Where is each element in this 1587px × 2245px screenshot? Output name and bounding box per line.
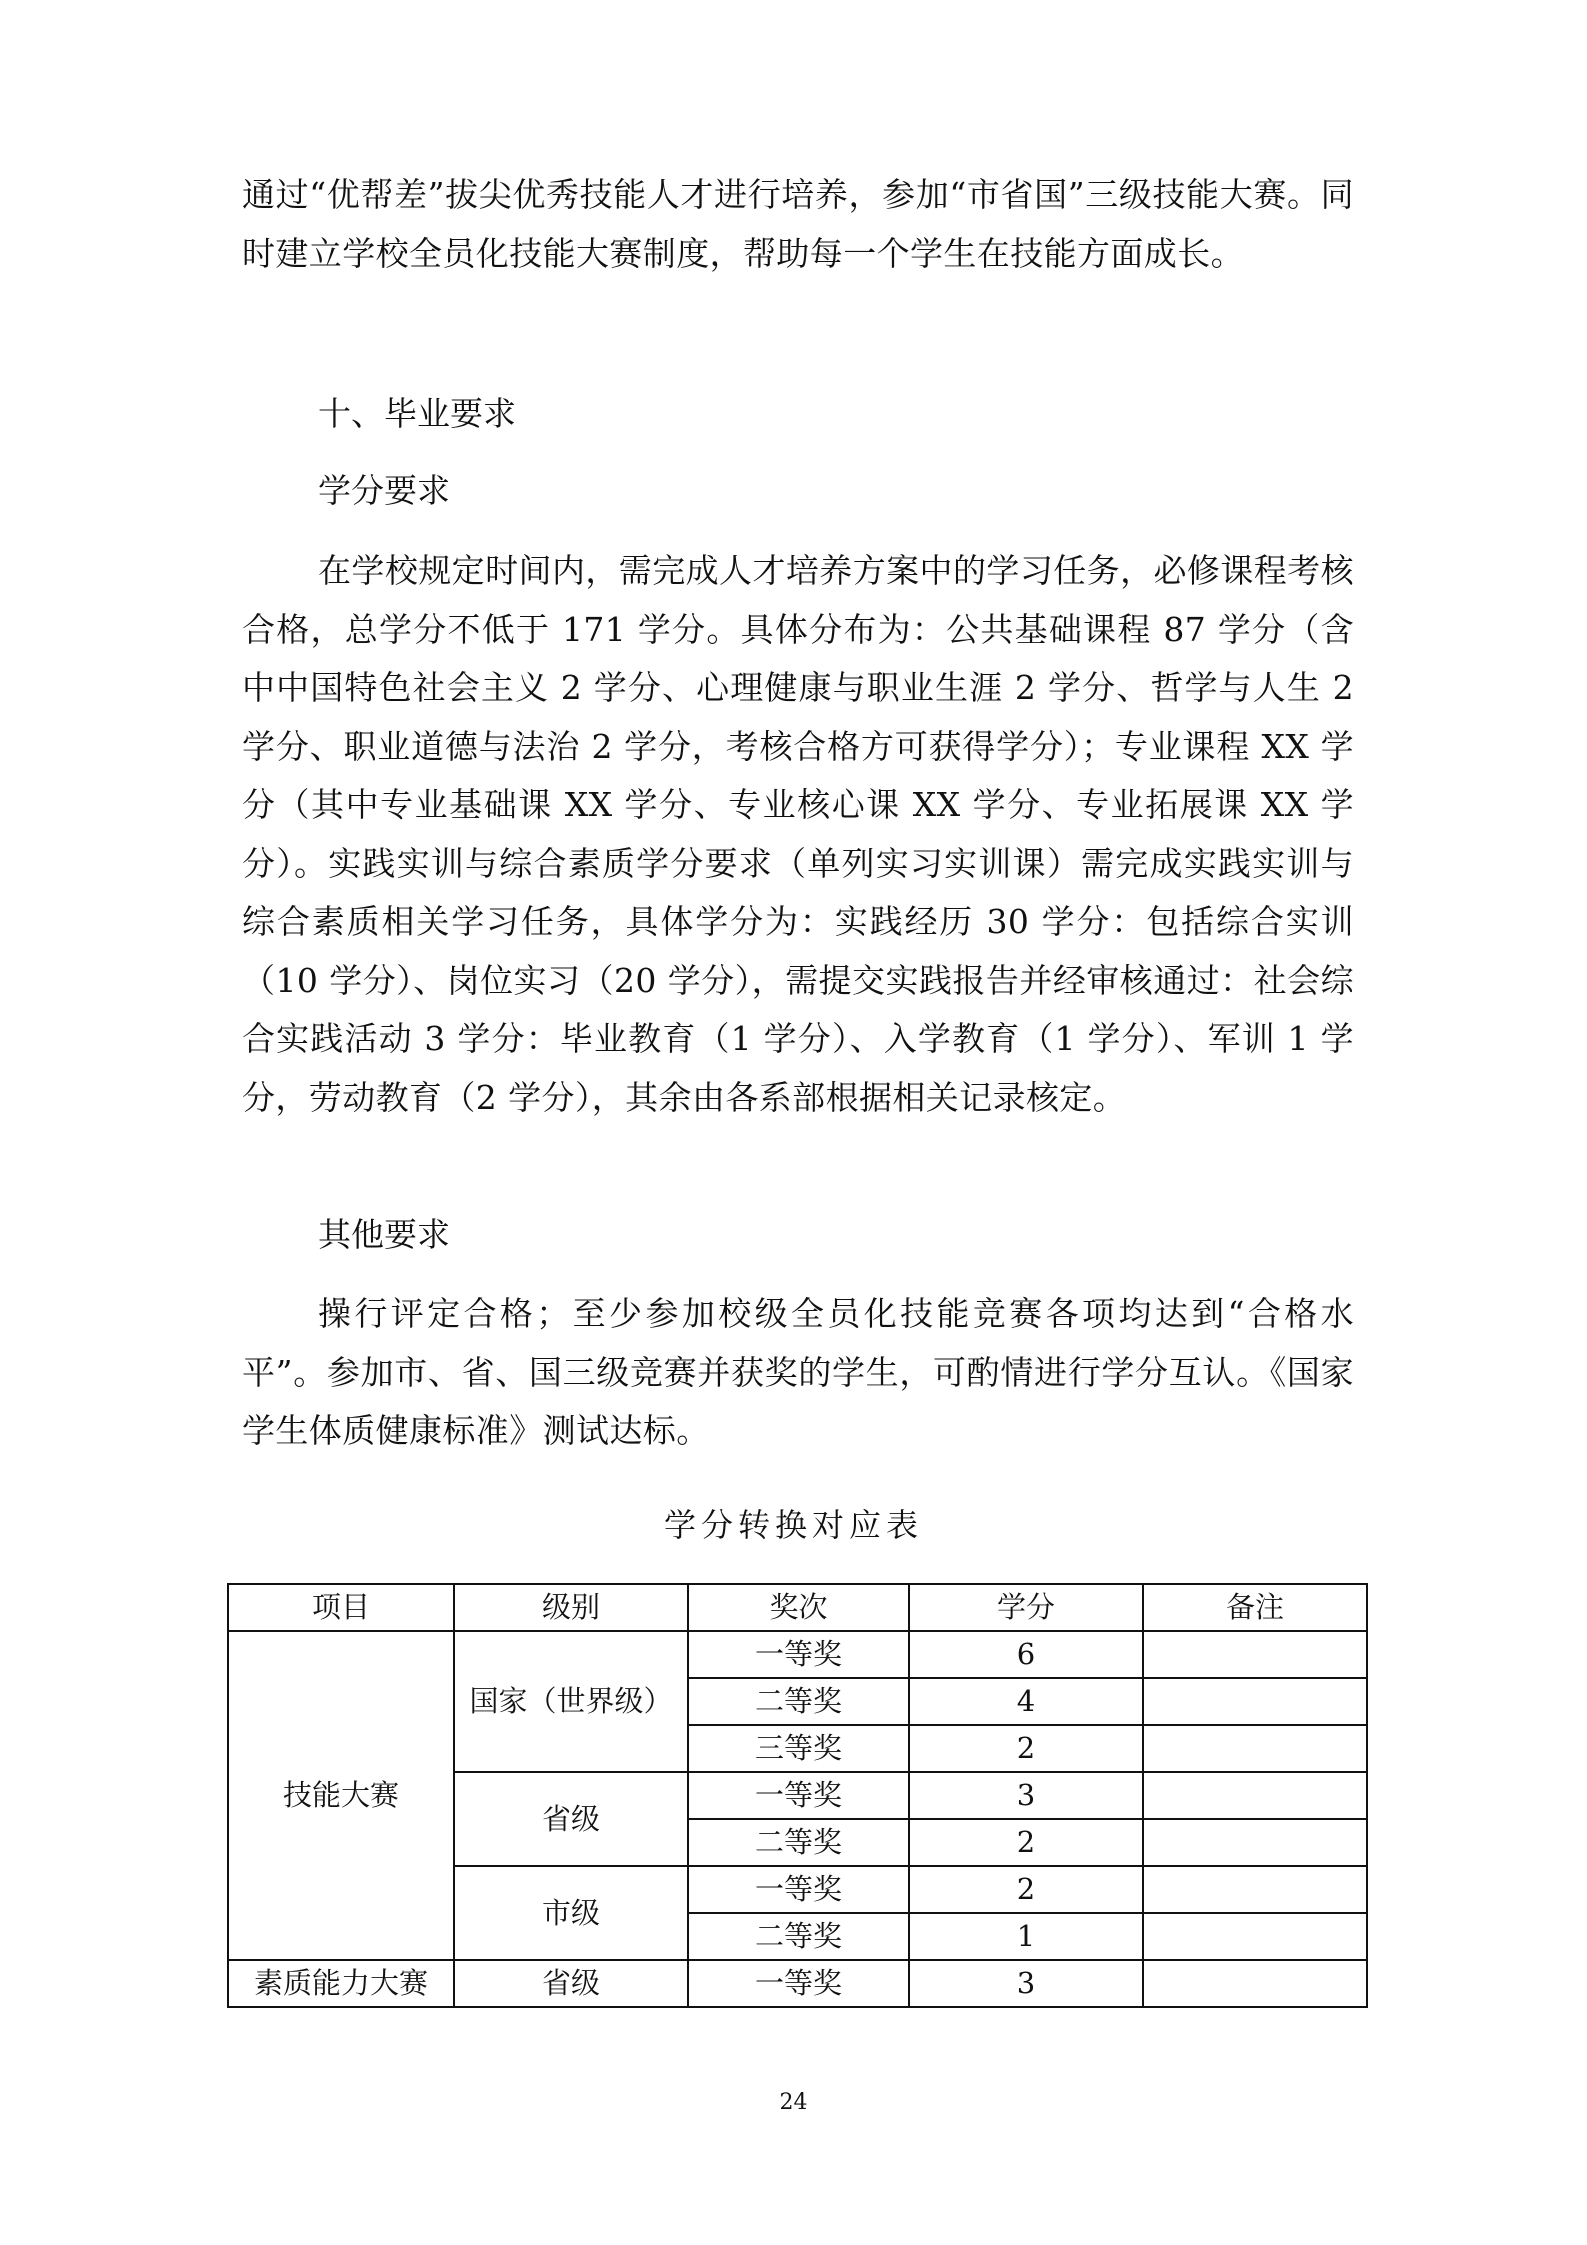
credit-cell: 3: [909, 1772, 1143, 1819]
level-cell: 国家（世界级）: [454, 1631, 688, 1772]
credit-cell: 1: [909, 1913, 1143, 1960]
subheading-credit-requirements: 学分要求: [318, 471, 450, 510]
note-cell: [1143, 1772, 1367, 1819]
subheading-other-requirements: 其他要求: [318, 1215, 450, 1254]
award-cell: 一等奖: [688, 1772, 909, 1819]
credit-cell: 6: [909, 1631, 1143, 1678]
item-cell: 素质能力大赛: [228, 1960, 454, 2007]
header-award: 奖次: [688, 1584, 909, 1631]
note-cell: [1143, 1819, 1367, 1866]
note-cell: [1143, 1725, 1367, 1772]
credit-cell: 2: [909, 1866, 1143, 1913]
award-cell: 一等奖: [688, 1960, 909, 2007]
other-requirements-paragraph: 操行评定合格；至少参加校级全员化技能竞赛各项均达到“合格水平”。参加市、省、国三级竞赛并获奖的学生，可酌情进行学分互认。《国家学生体质健康标准》测试达标。: [242, 1294, 1354, 1450]
page-number: 24: [779, 2090, 808, 2115]
table-header-row: [228, 1584, 1367, 1631]
table-title: 学分转换对应表: [663, 1506, 923, 1544]
header-item: 项目: [228, 1584, 454, 1631]
credit-requirements-paragraph: 在学校规定时间内，需完成人才培养方案中的学习任务，必修课程考核合格，总学分不低于 171 学分。具体分布为：公共基础课程 87 学分（含中中国特色社会主义 2 学分、心理健康与职业生涯 2 学分、哲学与人生 2 学分、职业道德与法治 2 学分，考核合格方可获得学分）；专业课程 XX 学分（其中专业基础课 XX 学分、专业核心课 XX 学分、专业拓展课 XX 学分）。实践实训与综合素质学分要求（单列实习实训课）需完成实践实训与综合素质相关学习任务，具体学分为：实践经历 30 学分：包括综合实训（10 学分）、岗位实习（20 学分），需提交实践报告并经审核通过：社会综合实践活动 3 学分：毕业教育（1 学分）、入学教育（1 学分）、军训 1 学分，劳动教育（2 学分），其余由各系部根据相关记录核定。: [242, 551, 1354, 1117]
note-cell: [1143, 1631, 1367, 1678]
header-level: 级别: [454, 1584, 688, 1631]
level-cell: 省级: [454, 1960, 688, 2007]
award-cell: 三等奖: [688, 1725, 909, 1772]
credit-cell: 3: [909, 1960, 1143, 2007]
item-cell: 技能大赛: [228, 1631, 454, 1960]
section-heading-graduation-requirements: 十、毕业要求: [318, 394, 516, 433]
credit-cell: 2: [909, 1819, 1143, 1866]
award-cell: 二等奖: [688, 1819, 909, 1866]
level-cell: 省级: [454, 1772, 688, 1866]
credit-cell: 2: [909, 1725, 1143, 1772]
level-cell: 市级: [454, 1866, 688, 1960]
credit-cell: 4: [909, 1678, 1143, 1725]
award-cell: 一等奖: [688, 1631, 909, 1678]
note-cell: [1143, 1960, 1367, 2007]
award-cell: 二等奖: [688, 1913, 909, 1960]
table-row: [228, 1960, 1367, 2007]
credit-conversion-table: [227, 1583, 1368, 2008]
header-note: 备注: [1143, 1584, 1367, 1631]
award-cell: 一等奖: [688, 1866, 909, 1913]
note-cell: [1143, 1913, 1367, 1960]
note-cell: [1143, 1866, 1367, 1913]
note-cell: [1143, 1678, 1367, 1725]
award-cell: 二等奖: [688, 1678, 909, 1725]
table-row: [228, 1631, 1367, 1678]
header-credit: 学分: [909, 1584, 1143, 1631]
intro-paragraph: 通过“优帮差”拔尖优秀技能人才进行培养，参加“市省国”三级技能大赛。同时建立学校全员化技能大赛制度，帮助每一个学生在技能方面成长。: [242, 175, 1354, 273]
